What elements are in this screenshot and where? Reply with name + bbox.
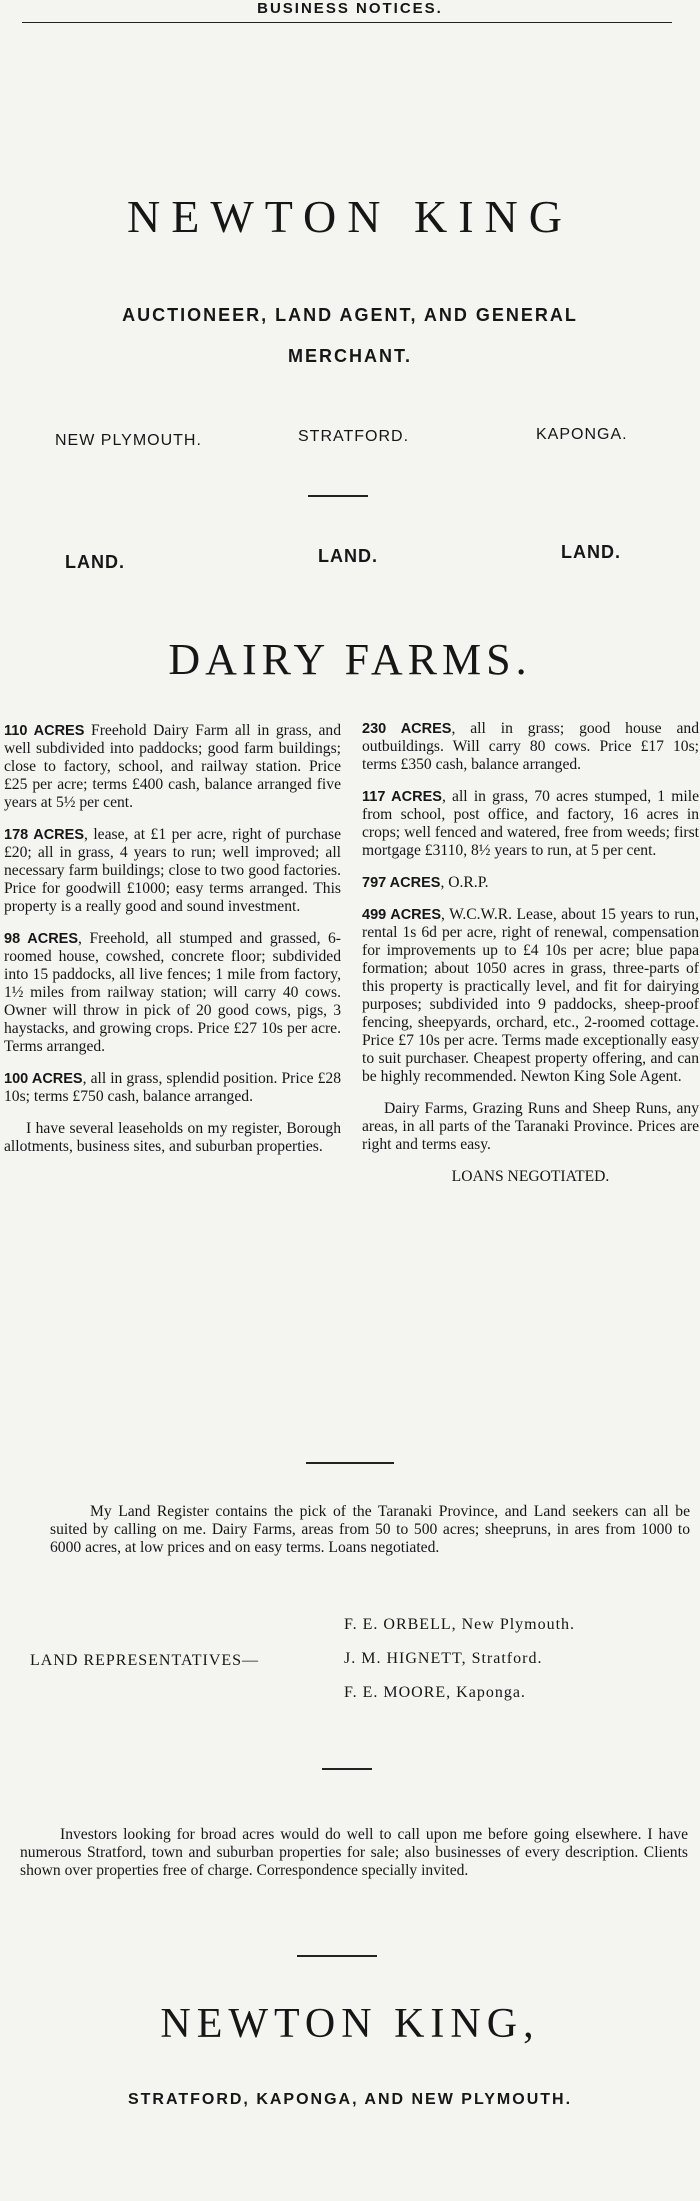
leaseholds-note: I have several leaseholds on my register, Borough allotments, business sites, and suburban properties. <box>4 1120 341 1155</box>
masthead-line2: MERCHANT. <box>288 346 412 366</box>
footer-locations: STRATFORD, KAPONGA, AND NEW PLYMOUTH. <box>127 2091 573 2108</box>
land-word-3: LAND. <box>561 542 621 562</box>
divider-lower <box>322 1768 372 1770</box>
office-kaponga: KAPONGA. <box>536 426 628 443</box>
masthead-name: NEWTON KING <box>127 191 573 242</box>
land-word-2: LAND. <box>318 546 378 566</box>
listing-797-acres: 797 ACRES, O.R.P. <box>362 874 489 891</box>
masthead-line1: AUCTIONEER, LAND AGENT, AND GENERAL <box>122 305 578 325</box>
divider-footer <box>297 1955 377 1957</box>
listing-499-acres: 499 ACRES, W.C.W.R. Lease, about 15 years to run, rental 1s 6d per acre, right of renewal, compensation for improvements up to £4 10s per acre; blue papa formation; about 1050 acres in grass, three-parts of this property is practically level, and fit for dairying purposes; subdivided into 9 paddocks, sheep-proof fencing, sheepyards, orchard, etc., 2-roomed cottage. Price £7 10s per acre. Terms made exceptionally easy to suit purchaser. Cheapest property offering, and can be highly recommended. Newton King Sole Agent. <box>362 906 699 1085</box>
office-new-plymouth: NEW PLYMOUTH. <box>55 432 202 449</box>
representative-hignett: J. M. HIGNETT, Stratford. <box>344 1650 543 1667</box>
divider-mid <box>306 1462 394 1464</box>
office-stratford: STRATFORD. <box>298 428 410 445</box>
representative-moore: F. E. MOORE, Kaponga. <box>344 1684 526 1701</box>
listing-117-acres: 117 ACRES, all in grass, 70 acres stumped, 1 mile from school, post office, and factory, 16 acres in crops; well fenced and watered, free from weeds; first mortgage £3110, 8½ years to run, at 5 per cent. <box>362 788 700 859</box>
right-column <box>362 720 699 1186</box>
representatives-label: LAND REPRESENTATIVES— <box>30 1652 260 1669</box>
investors-notice: Investors looking for broad acres would do well to call upon me before going elsewhere. I have numerous Stratford, town and suburban properties for sale; also businesses of every description. Clients shown over properties free of charge. Correspondence specially invited. <box>20 1826 688 1879</box>
listing-100-acres: 100 ACRES, all in grass, splendid position. Price £28 10s; terms £750 cash, balance arranged. <box>4 1070 341 1105</box>
land-word-1: LAND. <box>65 552 125 572</box>
representative-orbell: F. E. ORBELL, New Plymouth. <box>344 1616 576 1633</box>
register-notice: My Land Register contains the pick of the Taranaki Province, and Land seekers can all be suited by calling on me. Dairy Farms, areas from 50 to 500 acres; sheepruns, in ares from 1000 to 6000 acres, at low prices and on easy terms. Loans negotiated. <box>50 1503 690 1556</box>
listing-230-acres: 230 ACRES, all in grass; good house and outbuildings. Will carry 80 cows. Price £17 10s; terms £350 cash, balance arranged. <box>362 720 699 773</box>
header-rule <box>22 22 672 23</box>
footer-name: NEWTON KING, <box>160 2001 540 2047</box>
listing-110-acres: 110 ACRES Freehold Dairy Farm all in grass, and well subdivided into paddocks; good farm buildings; close to factory, school, and railway station. Price £25 per acre; terms £400 cash, balance arranged five years at 5½ per cent. <box>4 722 342 811</box>
listing-98-acres: 98 ACRES, Freehold, all stumped and grassed, 6-roomed house, cowshed, concrete floor; subdivided into 15 paddocks, all live fences; 1 mile from factory, 1½ miles from railway station; will carry 40 cows. Owner will throw in pick of 20 good cows, pigs, 3 haystacks, and growing crops. Price £27 10s per acre. Terms arranged. <box>4 930 341 1055</box>
section-heading: DAIRY FARMS. <box>168 635 532 684</box>
listing-178-acres: 178 ACRES, lease, at £1 per acre, right of purchase £20; all in grass, 4 years to run; well improved; all necessary farm buildings; close to two good factories. Price for goodwill £1000; easy terms arranged. This property is a really good and sound investment. <box>4 826 341 915</box>
left-column <box>4 722 341 1156</box>
loans-negotiated: LOANS NEGOTIATED. <box>451 1168 610 1185</box>
dairy-runs-note: Dairy Farms, Grazing Runs and Sheep Runs, any areas, in all parts of the Taranaki Province. Prices are right and terms easy. <box>362 1100 699 1153</box>
divider-short <box>308 495 368 497</box>
section-header: BUSINESS NOTICES. <box>257 0 443 17</box>
